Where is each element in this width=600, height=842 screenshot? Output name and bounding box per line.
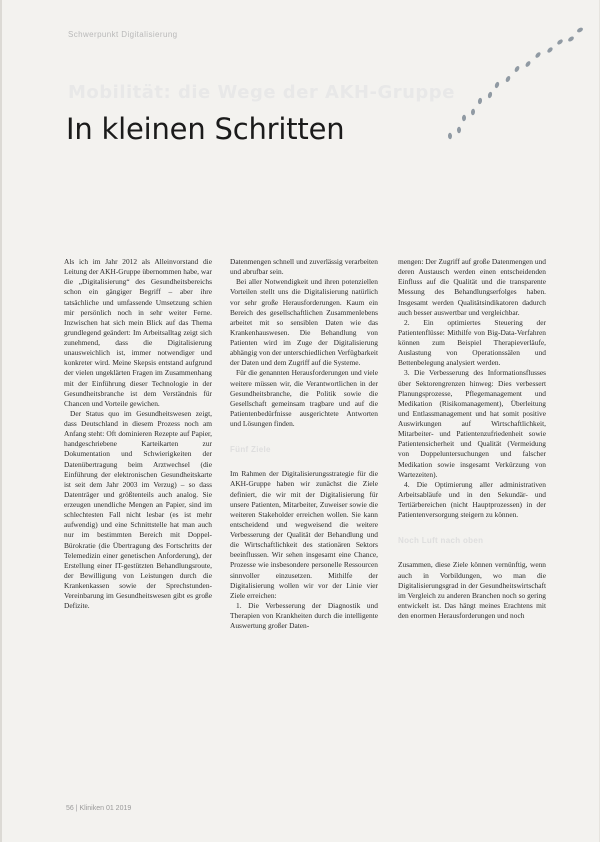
article-title: In kleinen Schritten <box>66 112 345 146</box>
paragraph: Datenmengen schnell und zuverlässig verarbeiten und abrufbar sein. <box>230 257 378 277</box>
page-footer: 56 | Kliniken 01 2019 <box>66 805 132 812</box>
paragraph: Für die genannten Herausforderungen und viele weitere müssen wir, die Verantwortlichen in der Gesundheitsbranche, die Politik sowie die Gesellschaft gemeinsam tragbare und auf die Patientenbedürfnisse ausgerichtete Antworten und Lösungen finden. <box>230 368 378 428</box>
article-kicker: Mobilität: die Wege der AKH-Gruppe <box>68 82 455 103</box>
paragraph: Als ich im Jahr 2012 als Alleinvorstand die Leitung der AKH-Gruppe übernommen habe, war die „Digitalisierung“ des Gesundheitsbereichs schon ein gängiger Begriff – aber ihre tatsächliche und umfassende Umsetzung schien mir persönlich noch in sehr weiter Ferne. Inzwischen hat sich mein Blick auf das Thema grundlegend geändert: Im Arbeitsalltag zeigt sich zunehmend, dass die Digitalisierung unausweichlich ist, immer notwendiger und konkreter wird. Meine Skepsis entstand aufgrund der vielen ungeklärten Fragen im Zusammenhang mit der Einführung dieser Technologie in der Gesundheitsbranche ist dem Verständnis für Chancen und Vorteile gewichen. <box>64 257 212 408</box>
subheading: Noch Luft nach oben <box>398 536 484 546</box>
text-column-2 <box>230 257 378 631</box>
paragraph: mengen: Der Zugriff auf große Datenmengen und deren Austausch werden einen entscheidenden Einfluss auf die Qualität und die transparente Messung des Behandlungserfolges haben. Insgesamt werden Qualitätsindikatoren dadurch auch besser auswertbar und vergleichbar. <box>398 257 546 317</box>
subheading: Fünf Ziele <box>230 445 271 455</box>
paragraph: Im Rahmen der Digitalisierungsstrategie für die AKH-Gruppe haben wir zunächst die Ziele definiert, die wir mit der Digitalisierung für unsere Patienten, Mitarbeiter, Zuweiser sowie die weiteren Stakeholder erreichen wollen. Sie kann entscheidend und wegweisend die weitere Verbesserung der Qualität der Behandlung und die Wirtschaftlichkeit des stationären Sektors beeinflussen. Wir sehen insgesamt eine Chance, Prozesse wie insbesondere personelle Ressourcen sinnvoller einzusetzen. Mithilfe der Digitalisierung wollen wir vor der Linie vier Ziele erreichen: <box>230 469 378 600</box>
text-column-3 <box>398 257 546 621</box>
paragraph: 3. Die Verbesserung des Informationsflusses über Sektorengrenzen hinweg: Dies verbessert Planungsprozesse, Pflegemanagement und Medikation (Risikomanagement), Überleitung und Entlassmanagement und hat somit positive Auswirkungen auf Wirtschaftlichkeit, Mitarbeiter- und Patientenzufriedenheit sowie Patientensicherheit und Qualität (Vermeidung von Doppeluntersuchungen und falscher Medikation sowie insgesamt Verkürzung von Wartezeiten). <box>398 368 546 479</box>
paragraph: Der Status quo im Gesundheitswesen zeigt, dass Deutschland in diesem Prozess noch am Anfang steht: Oft dominieren Rezepte auf Papier, handgeschriebene Karteikarten zur Dokumentation und Schwierigkeiten der Datenübertragung beim Arztwechsel (die Einführung der elektronischen Gesundheitskarte ist seit dem Jahr 2003 im Verzug) – so dass Datenträger und größtenteils auch analog. Sie erzeugen unendliche Mengen an Papier, sind im schlechtesten Fall nicht lesbar (es ist mehr aufwendig) und eine Schnittstelle hat man auch nur im bestimmten Bereich mit Doppel-Bürokratie (die Übertragung des Fortschritts der Telemedizin einer genetischen Anforderung), der Erstellung einer IT-gestützten Behandlungsroute, der Bewilligung von Leistungen durch die Krankenkassen sowie der Sprechstunden-Vereinbarung im Gesundheitswesen gibt es große Defizite. <box>64 408 212 611</box>
paragraph: 2. Ein optimiertes Steuering der Patientenflüsse: Mithilfe von Big-Data-Verfahren können zum Beispiel Therapieverläufe, Auslastung von Operationssälen und Bettenbelegung analysiert werden. <box>398 317 546 368</box>
paragraph: Zusammen, diese Ziele können vernünftig, wenn auch in Vorbildungen, wo man die Digitalisierungsgrad in der Gesundheitswirtschaft im Vergleich zu anderen Branchen noch so gering entwickelt ist. Das hängt meines Erachtens mit den enormen Herausforderungen und noch <box>398 560 546 620</box>
paragraph: 1. Die Verbesserung der Diagnostik und Therapien von Krankheiten durch die intelligente Auswertung großer Daten- <box>230 600 378 631</box>
paragraph: Bei aller Notwendigkeit und ihren potenziellen Vorteilen stellt uns die Digitalisierung natürlich vor sehr große Herausforderungen. Kaum ein Bereich des gesellschaftlichen Zusammenlebens arbeitet mit so sensiblen Daten wie das Krankenhauswesen. Die Behandlung von Patienten wird im Zuge der Digitalisierung abhängig von der unterschiedlichen Verfügbarkeit der Daten und dem Zugriff auf die Systeme. <box>230 277 378 368</box>
section-overline: Schwerpunkt Digitalisierung <box>68 30 178 39</box>
paragraph: 4. Die Optimierung aller administrativen Arbeitsabläufe und in den Sekundär- und Tertiärbereichen (nicht Hauptprozessen) in der Patientenversorgung steigern zu können. <box>398 479 546 520</box>
text-column-1 <box>64 257 212 611</box>
footsteps-illustration <box>440 22 590 172</box>
